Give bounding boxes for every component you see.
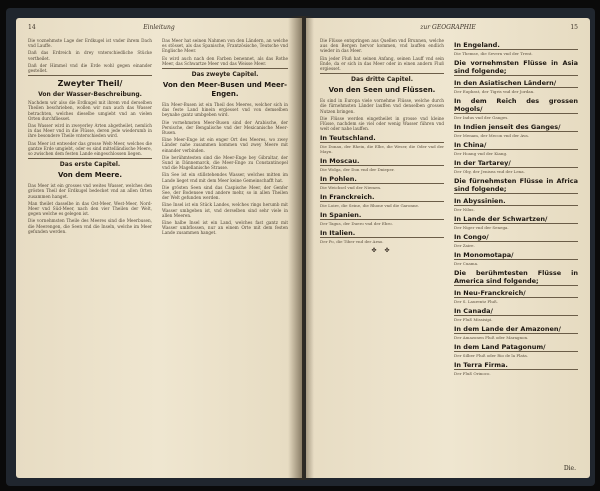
section-heading: In Congo/ [454,233,578,242]
section-heading: In den Asiatischen Ländern/ [454,79,578,88]
chapter3-label: Das dritte Capitel. [351,76,413,84]
paragraph: Das Wasser wird in zweyerley Arten abgetheilet, nemlich in das Meer vnd in die Flüsse, deren jede wiederumb in ihre besondere Theile vnterschieden wird. [28,123,152,139]
part-subheading: Von der Wasser-Beschreibung. [38,91,142,99]
right-column-1 [320,38,444,468]
divider-rule [320,73,444,74]
section-text: Die Donau, der Rhein, die Elbe, die Weser, die Oder vnd der Mayn. [320,144,444,155]
chapter1-title: Von dem Meere. [57,171,123,180]
section-text: Die Wolga, der Don vnd der Dnieper. [320,167,395,173]
section-text: Der Zaire. [454,243,475,248]
section-heading: In Spanien. [320,211,444,220]
section-heading: In Italien. [320,229,444,238]
right-page-header [318,24,578,34]
left-page [16,18,302,478]
section-heading: In Engeland. [454,41,578,50]
paragraph: Das Meer hat seinen Nahmen von den Ländern, an welche es stösset, als das Spanische, Frantzösische, Teutsche vnd Englische Meer. [162,38,288,54]
section-text: Der Hoang vnd der Kiang. [454,151,508,156]
section-heading: In Teutschland. [320,134,444,143]
paragraph: Die voznehmste Lage der Erdkugel ist vnder ihrem Dach vnd Lauffe. [28,38,152,49]
paragraph: Die grösten Seen sind das Caspische Meer, der Genfer See, der Bodensee vnd andere mehr, so in allen Theilen der Welt gefunden werden. [162,184,288,201]
paragraph: Das Meer ist ein grosses vnd weites Wasser, welches den grösten Theil der Erdkugel bedecket vnd an allen Orten zusammen hanget. [28,183,152,199]
paragraph: Das Meer ist entweder das grosse Welt-Meer, welches die gantze Erde umgiebt, oder es sind mittelländische Meere, so zwischen dem festen Lande eingeschlossen liegen. [28,140,152,157]
section-text: Der Fluß Orinoco. [454,371,491,376]
paragraph: Ein See ist ein stillstehendes Wasser, welches mitten im Lande lieget vnd mit dem Meer keine Gemeinschafft hat. [162,172,288,183]
catchword: Die. [563,465,576,472]
chapter2-paragraphs [162,102,288,236]
section-heading: In dem Land Patagonum/ [454,343,578,352]
right-column-2 [454,38,578,468]
section-text: Die Weichsel vnd der Niemen. [320,185,382,191]
intro-lines [28,38,152,73]
chapter2-label: Das zweyte Capitel. [191,71,259,79]
paragraph: Eine halbe Insel ist ein Land, welches fast gantz mit Wasser umbflossen, nur an einem Orte mit dem festen Lande zusammen hanget. [162,220,288,236]
paragraph: Eine Meer-Enge ist ein enger Ort des Meeres, wo zwey Länder nahe zusammen kommen vnd zwey Meere mit einander verbinden. [162,137,288,153]
chapter3-paragraphs [320,98,444,131]
divider-rule [28,75,152,76]
ornament: ✤ ✤ [371,247,393,255]
book-gutter [288,16,314,480]
section-heading: In Abyssinien. [454,197,578,206]
section-text: Der Fluß Missisipi. [454,317,493,322]
section-text: Der Amazonen Fluß oder Maragnon. [454,335,529,340]
part-intro-paragraphs [28,100,152,156]
section-text: Der Nilus. [454,207,475,212]
paragraph: Nachdem wir also die Erdkugel mit ihrem vnd derselben Theilen beschrieben, wollen wir nun auch das Wasser betrachten, welches dieselbe umgiebt vnd an vielen Orten durchfliesset. [28,100,152,121]
chapter1-paragraphs [28,183,152,234]
section-text: Der Euphrat, der Tigris vnd der Jordan. [454,89,535,94]
paragraph: Die Flüsse werden eingetheilet in grosse vnd kleine Flüsse, nachdem sie viel oder wenig Wasser führen vnd weit oder nahe lauffen. [320,115,444,132]
paragraph: Es sind in Europa viele vornehme Flüsse, welche durch die fürnehmsten Länder lauffen vnd denselben grossen Nutzen bringen. [320,98,444,114]
section-heading: In Moscau. [320,157,444,166]
paragraph: Daß der Himmel vnd die Erde wohl gegen einander gestellet. [28,62,152,74]
paragraph: Man theilet dasselbe in das Ost-Meer, West-Meer, Nord-Meer vnd Süd-Meer, nach den vier Theilen der Welt, gegen welche es gelegen ist. [28,200,152,217]
section-text: Der Niger vnd der Senega. [454,225,509,230]
section-heading: In Indien jenseit des Ganges/ [454,123,578,132]
left-column-2 [162,38,288,468]
section-heading: In Terra Firma. [454,361,578,370]
paragraph: Die vornehmsten Meer-Busen sind der Arabische, der Persische, der Bengalische vnd der Mexicanische Meer-Busen. [162,119,288,136]
left-column-1 [28,38,152,468]
right-page [306,18,590,478]
paragraph: Die Flüsse entspringen aus Quellen vnd Brunnen, welche aus den Bergen hervor kommen, vnd lauffen endlich wieder in das Meer. [320,38,444,54]
right-running-title: zur GEOGRAPHIE [420,24,476,31]
section-heading: In Franckreich. [320,193,444,202]
section-heading: In Canada/ [454,307,578,316]
part-heading: Zweyter Theil/ [57,79,123,89]
section-heading: In dem Lande der Amazonen/ [454,325,578,334]
section-text: Der S. Laurentz Fluß. [454,299,498,304]
chapter1-label: Das erste Capitel. [59,161,121,169]
section-heading: In China/ [454,141,578,150]
section-heading: Die fürnehmsten Flüsse in Africa sind folgende; [454,177,578,193]
section-heading: In Pohlen. [320,175,444,184]
divider-rule [162,68,288,69]
left-running-title: Einleitung [143,24,175,31]
section-text: Der Silber Fluß oder Rio de la Plata. [454,353,528,358]
paragraph: Eine Insel ist ein Stück Landes, welches rings herumb mit Wasser umbgeben ist, vnd derselben sind sehr viele in allen Meeren. [162,202,288,218]
section-text: Der Menam, der Mecon vnd der Ava. [454,133,530,138]
left-page-header [28,24,290,34]
col1-top-paragraphs [320,38,444,71]
section-text: Die Loire, die Seine, die Rhone vnd die Garonne. [320,203,420,209]
section-heading: Die vornehmsten Flüsse in Asia sind folgende; [454,59,578,75]
col2-top-paragraphs [162,38,288,66]
section-text: Der Po, die Tiber vnd der Arno. [320,239,384,245]
chapter3-title: Von den Seen und Flüssen. [328,86,436,95]
section-text: Die Themse, die Severn vnd der Trent. [454,51,533,56]
left-page-number: 14 [28,24,36,31]
paragraph: Die vornehmsten Theile des Meeres sind die Meerbusen, die Meerengen, die Seen vnd die Inseln, welche im Meer gefunden werden. [28,218,152,234]
section-text: Der Oby, der Jenisea vnd der Lena. [454,169,525,174]
section-text: Der Cuama. [454,261,479,266]
paragraph: Daß das Erdreich in drey vnterschiedliche Stücke vertheilet. [28,50,152,61]
paragraph: Ein Meer-Busen ist ein Theil des Meeres, welcher sich in das feste Land hinein ergiesset vnd von demselben beynahe gantz umbgeben wird. [162,102,288,118]
section-heading: In Lande der Schwartzen/ [454,215,578,224]
section-heading: In dem Reich des grossen Mogols/ [454,97,578,113]
section-heading: In Neu-Franckreich/ [454,289,578,298]
europe-river-sections [320,134,444,244]
divider-rule [28,158,152,159]
right-page-number: 15 [570,24,578,31]
section-heading: In der Tartarey/ [454,159,578,168]
section-heading: In Monomotapa/ [454,251,578,260]
chapter2-title: Von den Meer-Busen und Meer-Engen. [162,81,288,99]
river-sections [454,41,578,376]
paragraph: Ein jeder Fluß hat seinen Anfang, seinen Lauff vnd sein Ende, da er sich in das Meer oder in einen andern Fluß ergiesset. [320,55,444,72]
section-heading: Die berühmtesten Flüsse in America sind folgende; [454,269,578,285]
paragraph: Es wird auch nach den Farben benennet, als das Rothe Meer, das Schwartze Meer vnd das Weisse Meer. [162,55,288,66]
section-text: Der Indus vnd der Ganges. [454,115,509,120]
paragraph: Die berühmtesten sind die Meer-Enge bey Gibraltar, der Sund in Dännemarck, die Meer-Enge zu Constantinopel vnd die Magellanische Strasse. [162,154,288,171]
section-text: Der Tagus, der Duero vnd der Ebro. [320,221,393,227]
book [6,8,595,486]
